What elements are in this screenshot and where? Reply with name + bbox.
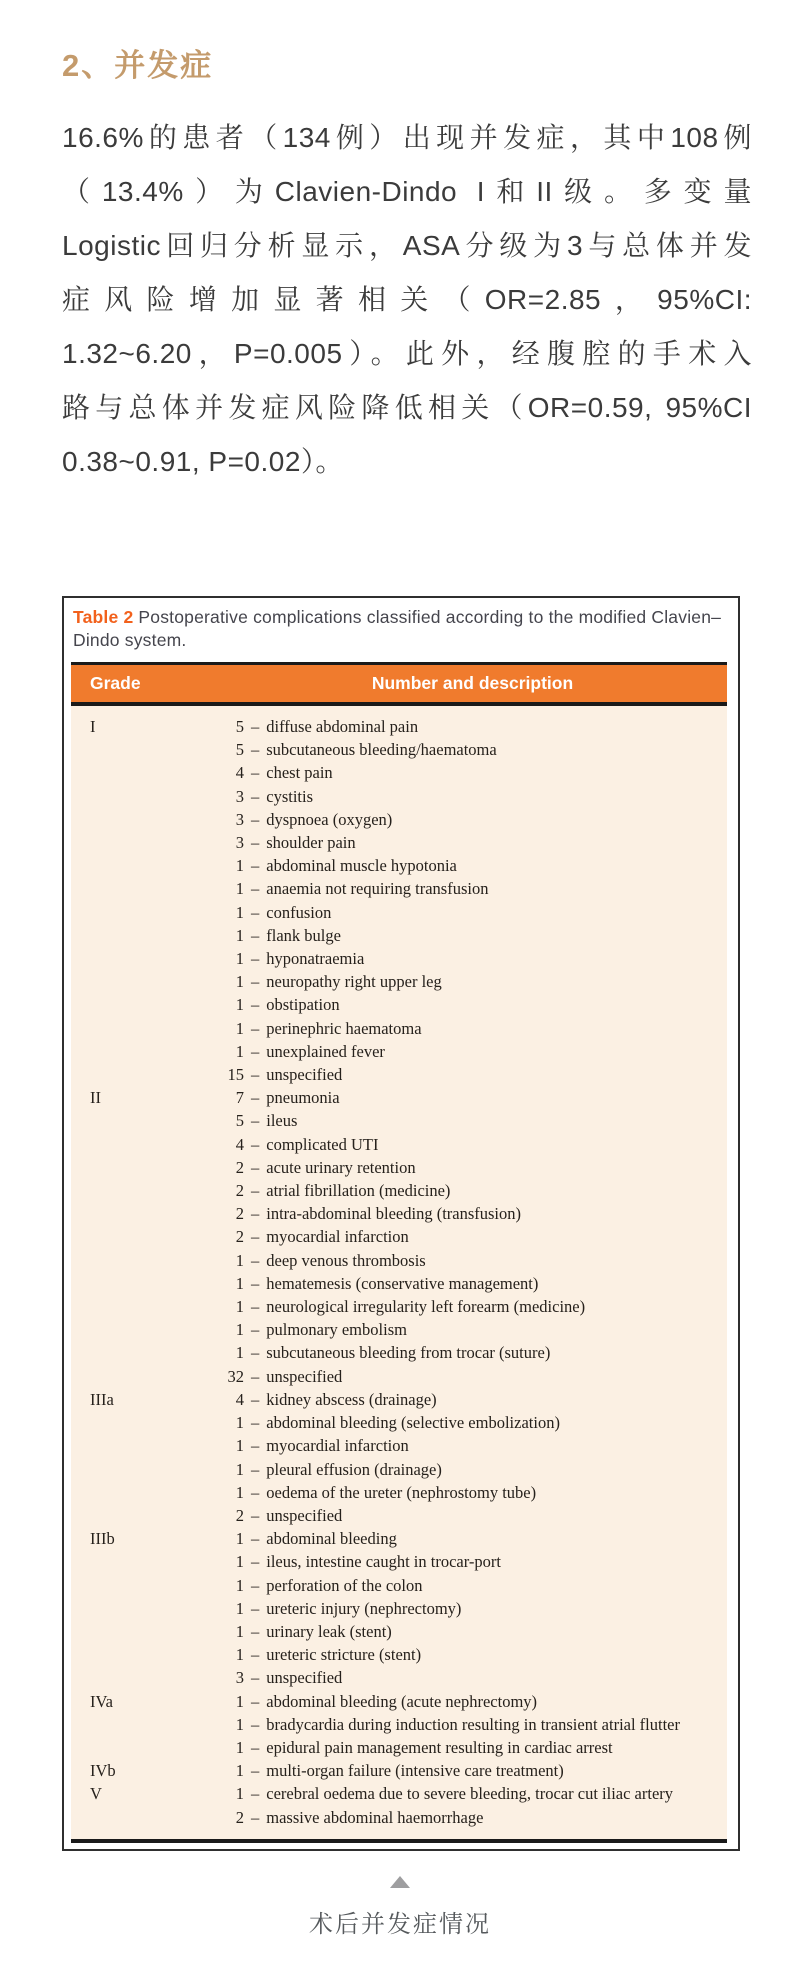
complication-item bbox=[218, 1620, 727, 1643]
item-separator: – bbox=[251, 1505, 260, 1525]
item-description: hyponatraemia bbox=[266, 949, 365, 969]
item-count: 1 bbox=[235, 1413, 244, 1433]
item-count: 1 bbox=[235, 1459, 244, 1479]
item-description: perinephric haematoma bbox=[266, 1018, 422, 1038]
table-row bbox=[71, 1759, 727, 1782]
paragraph-line: 症风险增加显著相关（OR=2.85，95%CI: bbox=[62, 284, 752, 315]
complication-item bbox=[218, 1040, 727, 1063]
complication-item bbox=[218, 1249, 727, 1272]
complication-item bbox=[218, 1481, 727, 1504]
item-count: 2 bbox=[235, 1181, 244, 1201]
grade-cell: I bbox=[90, 717, 96, 736]
item-description: dyspnoea (oxygen) bbox=[266, 809, 393, 829]
item-separator: – bbox=[251, 949, 260, 969]
item-count: 1 bbox=[235, 972, 244, 992]
item-count: 1 bbox=[235, 856, 244, 876]
column-header-description: Number and description bbox=[371, 673, 574, 693]
complication-item bbox=[218, 1341, 727, 1364]
item-separator: – bbox=[251, 1041, 260, 1061]
table-title-text: Postoperative complications classified according to the modified Clavien–Dindo system. bbox=[73, 607, 722, 650]
item-separator: – bbox=[251, 1088, 260, 1108]
item-separator: – bbox=[251, 1227, 260, 1247]
item-separator: – bbox=[251, 1111, 260, 1131]
item-description: unspecified bbox=[266, 1668, 343, 1688]
item-description: diffuse abdominal pain bbox=[266, 717, 419, 736]
items-cell bbox=[218, 1527, 727, 1689]
item-separator: – bbox=[251, 1575, 260, 1595]
complication-item bbox=[218, 1806, 727, 1829]
item-count: 1 bbox=[235, 1737, 244, 1757]
table-row bbox=[71, 1388, 727, 1527]
item-count: 1 bbox=[235, 925, 244, 945]
item-description: ureteric injury (nephrectomy) bbox=[266, 1598, 462, 1618]
item-description: chest pain bbox=[266, 763, 333, 783]
item-description: subcutaneous bleeding/haematoma bbox=[266, 740, 497, 760]
grade-cell: V bbox=[90, 1784, 102, 1804]
complication-item bbox=[218, 1295, 727, 1318]
item-separator: – bbox=[251, 1343, 260, 1363]
figure-caption: 术后并发症情况 bbox=[309, 1911, 491, 1938]
complication-item bbox=[218, 901, 727, 924]
item-description: complicated UTI bbox=[266, 1134, 379, 1154]
paragraph-line: 16.6%的患者（134例）出现并发症，其中108例 bbox=[62, 122, 752, 153]
complication-item bbox=[218, 808, 727, 831]
table-header-row bbox=[71, 662, 727, 706]
item-description: deep venous thrombosis bbox=[266, 1250, 426, 1270]
table-label: Table 2 bbox=[73, 607, 134, 627]
item-description: bradycardia during induction resulting in transient atrial flutter bbox=[266, 1714, 680, 1734]
item-description: neurological irregularity left forearm (medicine) bbox=[266, 1297, 586, 1317]
item-separator: – bbox=[251, 1413, 260, 1433]
item-description: cystitis bbox=[266, 786, 314, 806]
item-separator: – bbox=[251, 740, 260, 760]
complication-item bbox=[218, 1666, 727, 1689]
complication-item bbox=[218, 1318, 727, 1341]
complication-item bbox=[218, 1017, 727, 1040]
complication-item bbox=[218, 1133, 727, 1156]
item-count: 1 bbox=[235, 1343, 244, 1363]
item-separator: – bbox=[251, 1018, 260, 1038]
item-count: 1 bbox=[235, 902, 244, 922]
item-count: 1 bbox=[235, 1320, 244, 1340]
item-count: 1 bbox=[235, 1598, 244, 1618]
item-count: 1 bbox=[235, 1645, 244, 1665]
item-count: 2 bbox=[235, 1807, 244, 1827]
table-row bbox=[71, 1086, 727, 1388]
complication-item bbox=[218, 1527, 727, 1550]
item-description: subcutaneous bleeding from trocar (suture) bbox=[266, 1343, 551, 1363]
items-cell bbox=[218, 1388, 727, 1527]
paragraph-line: 1.32~6.20，P=0.005）。此外，经腹腔的手术入 bbox=[62, 338, 752, 369]
complication-item bbox=[218, 1597, 727, 1620]
item-count: 5 bbox=[235, 717, 244, 736]
item-count: 1 bbox=[235, 1436, 244, 1456]
complication-item bbox=[218, 1504, 727, 1527]
item-description: unspecified bbox=[266, 1366, 343, 1386]
item-count: 7 bbox=[235, 1088, 244, 1108]
item-separator: – bbox=[251, 1389, 260, 1409]
item-separator: – bbox=[251, 1784, 260, 1804]
item-description: atrial fibrillation (medicine) bbox=[266, 1181, 451, 1201]
item-description: perforation of the colon bbox=[266, 1575, 423, 1595]
complication-item bbox=[218, 1458, 727, 1481]
item-description: hematemesis (conservative management) bbox=[266, 1273, 539, 1293]
item-separator: – bbox=[251, 1552, 260, 1572]
complication-item bbox=[218, 1736, 727, 1759]
complication-item bbox=[218, 1156, 727, 1179]
item-description: neuropathy right upper leg bbox=[266, 972, 442, 992]
item-count: 3 bbox=[235, 1668, 244, 1688]
item-count: 1 bbox=[235, 1482, 244, 1502]
item-count: 2 bbox=[235, 1505, 244, 1525]
item-count: 2 bbox=[235, 1227, 244, 1247]
item-description: acute urinary retention bbox=[266, 1157, 416, 1177]
item-count: 3 bbox=[235, 833, 244, 853]
items-cell bbox=[218, 1690, 727, 1760]
item-description: multi-organ failure (intensive care treatment) bbox=[266, 1761, 564, 1781]
item-description: massive abdominal haemorrhage bbox=[266, 1807, 484, 1827]
item-count: 2 bbox=[235, 1157, 244, 1177]
item-separator: – bbox=[251, 1691, 260, 1711]
item-description: oedema of the ureter (nephrostomy tube) bbox=[266, 1482, 537, 1502]
item-separator: – bbox=[251, 1459, 260, 1479]
item-count: 4 bbox=[235, 763, 244, 783]
item-count: 5 bbox=[235, 1111, 244, 1131]
item-description: cerebral oedema due to severe bleeding, trocar cut iliac artery bbox=[266, 1784, 674, 1804]
complication-item bbox=[218, 715, 727, 738]
item-count: 1 bbox=[235, 1714, 244, 1734]
item-separator: – bbox=[251, 1181, 260, 1201]
item-count: 1 bbox=[235, 879, 244, 899]
item-count: 1 bbox=[235, 1784, 244, 1804]
item-description: unspecified bbox=[266, 1505, 343, 1525]
table-row bbox=[71, 1782, 727, 1828]
item-separator: – bbox=[251, 1320, 260, 1340]
complication-item bbox=[218, 1388, 727, 1411]
item-description: ureteric stricture (stent) bbox=[266, 1645, 422, 1665]
item-separator: – bbox=[251, 879, 260, 899]
item-description: ileus, intestine caught in trocar-port bbox=[266, 1552, 501, 1572]
item-description: abdominal bleeding (selective embolization) bbox=[266, 1413, 560, 1433]
item-separator: – bbox=[251, 1482, 260, 1502]
complication-item bbox=[218, 1063, 727, 1086]
items-cell bbox=[218, 1086, 727, 1388]
complication-item bbox=[218, 970, 727, 993]
complication-item bbox=[218, 1086, 727, 1109]
triangle-up-icon bbox=[390, 1876, 410, 1888]
complication-item bbox=[218, 924, 727, 947]
item-description: unspecified bbox=[266, 1065, 343, 1085]
item-separator: – bbox=[251, 1598, 260, 1618]
complication-item bbox=[218, 1643, 727, 1666]
item-separator: – bbox=[251, 1621, 260, 1641]
item-separator: – bbox=[251, 786, 260, 806]
complication-item bbox=[218, 1782, 727, 1805]
item-count: 1 bbox=[235, 1691, 244, 1711]
grade-cell: IIIa bbox=[90, 1389, 114, 1409]
item-count: 3 bbox=[235, 809, 244, 829]
table-body bbox=[71, 706, 727, 1843]
item-separator: – bbox=[251, 1297, 260, 1317]
column-header-grade: Grade bbox=[90, 673, 141, 693]
item-description: abdominal bleeding (acute nephrectomy) bbox=[266, 1691, 538, 1711]
item-description: myocardial infarction bbox=[266, 1436, 409, 1456]
item-count: 32 bbox=[227, 1366, 244, 1386]
complication-item bbox=[218, 738, 727, 761]
item-separator: – bbox=[251, 1807, 260, 1827]
item-count: 1 bbox=[235, 1297, 244, 1317]
grade-cell: IIIb bbox=[90, 1529, 115, 1549]
table-row bbox=[71, 715, 727, 1086]
complication-item bbox=[218, 1434, 727, 1457]
complication-item bbox=[218, 1202, 727, 1225]
item-separator: – bbox=[251, 1065, 260, 1085]
complication-item bbox=[218, 877, 727, 900]
table-title bbox=[71, 604, 727, 662]
grade-cell: IVb bbox=[90, 1761, 116, 1781]
item-description: flank bulge bbox=[266, 925, 341, 945]
item-separator: – bbox=[251, 856, 260, 876]
paragraph-line: （13.4%）为Clavien-Dindo I和II级。多变量 bbox=[62, 176, 752, 207]
item-description: obstipation bbox=[266, 995, 340, 1015]
paragraph-line: 0.38~0.91, P=0.02）。 bbox=[62, 446, 344, 477]
table-figure bbox=[62, 596, 740, 1851]
item-description: epidural pain management resulting in cardiac arrest bbox=[266, 1737, 613, 1757]
grade-cell: II bbox=[90, 1088, 101, 1108]
article-content bbox=[0, 0, 800, 489]
item-separator: – bbox=[251, 763, 260, 783]
item-count: 1 bbox=[235, 1552, 244, 1572]
complication-item bbox=[218, 1179, 727, 1202]
complication-item bbox=[218, 785, 727, 808]
table-row bbox=[71, 1527, 727, 1689]
item-separator: – bbox=[251, 1273, 260, 1293]
item-separator: – bbox=[251, 1436, 260, 1456]
item-count: 1 bbox=[235, 1250, 244, 1270]
item-count: 4 bbox=[235, 1134, 244, 1154]
item-separator: – bbox=[251, 1204, 260, 1224]
complication-item bbox=[218, 1759, 727, 1782]
item-separator: – bbox=[251, 925, 260, 945]
item-separator: – bbox=[251, 1645, 260, 1665]
item-separator: – bbox=[251, 902, 260, 922]
item-description: abdominal muscle hypotonia bbox=[266, 856, 457, 876]
complication-item bbox=[218, 1690, 727, 1713]
item-separator: – bbox=[251, 995, 260, 1015]
item-count: 1 bbox=[235, 1529, 244, 1549]
item-separator: – bbox=[251, 1737, 260, 1757]
item-count: 1 bbox=[235, 1575, 244, 1595]
section-heading: 2、并发症 bbox=[62, 48, 214, 83]
item-separator: – bbox=[251, 1250, 260, 1270]
item-description: myocardial infarction bbox=[266, 1227, 409, 1247]
complication-item bbox=[218, 1713, 727, 1736]
items-cell bbox=[218, 1759, 727, 1782]
item-separator: – bbox=[251, 1157, 260, 1177]
item-description: ileus bbox=[266, 1111, 298, 1131]
item-description: kidney abscess (drainage) bbox=[266, 1389, 437, 1409]
grade-cell: IVa bbox=[90, 1691, 113, 1711]
complication-item bbox=[218, 1411, 727, 1434]
item-separator: – bbox=[251, 1714, 260, 1734]
item-count: 2 bbox=[235, 1204, 244, 1224]
item-description: shoulder pain bbox=[266, 833, 356, 853]
item-count: 3 bbox=[235, 786, 244, 806]
item-count: 4 bbox=[235, 1389, 244, 1409]
item-description: confusion bbox=[266, 902, 332, 922]
item-separator: – bbox=[251, 972, 260, 992]
complication-item bbox=[218, 1109, 727, 1132]
complication-item bbox=[218, 1365, 727, 1388]
item-count: 1 bbox=[235, 1018, 244, 1038]
complication-item bbox=[218, 854, 727, 877]
item-separator: – bbox=[251, 717, 260, 736]
item-description: intra-abdominal bleeding (transfusion) bbox=[266, 1204, 522, 1224]
item-separator: – bbox=[251, 1134, 260, 1154]
item-count: 1 bbox=[235, 1273, 244, 1293]
item-separator: – bbox=[251, 1529, 260, 1549]
item-count: 15 bbox=[227, 1065, 244, 1085]
item-description: urinary leak (stent) bbox=[266, 1621, 392, 1641]
item-separator: – bbox=[251, 809, 260, 829]
item-count: 1 bbox=[235, 1621, 244, 1641]
item-count: 1 bbox=[235, 995, 244, 1015]
item-count: 1 bbox=[235, 949, 244, 969]
paragraph bbox=[62, 111, 752, 489]
complication-item bbox=[218, 1574, 727, 1597]
complication-item bbox=[218, 1550, 727, 1573]
item-description: unexplained fever bbox=[266, 1041, 385, 1061]
paragraph-line: Logistic回归分析显示，ASA分级为3与总体并发 bbox=[62, 230, 752, 261]
item-count: 5 bbox=[235, 740, 244, 760]
paragraph-line: 路与总体并发症风险降低相关（OR=0.59, 95%CI bbox=[62, 392, 752, 423]
item-separator: – bbox=[251, 1668, 260, 1688]
item-separator: – bbox=[251, 1761, 260, 1781]
item-separator: – bbox=[251, 1366, 260, 1386]
complication-item bbox=[218, 761, 727, 784]
item-description: pleural effusion (drainage) bbox=[266, 1459, 442, 1479]
table-row bbox=[71, 1690, 727, 1760]
complication-item bbox=[218, 1272, 727, 1295]
items-cell bbox=[218, 715, 727, 1086]
item-description: pneumonia bbox=[266, 1088, 340, 1108]
complication-item bbox=[218, 1225, 727, 1248]
figure-caption-block bbox=[0, 1876, 800, 1939]
item-description: pulmonary embolism bbox=[266, 1320, 407, 1340]
item-count: 1 bbox=[235, 1761, 244, 1781]
items-cell bbox=[218, 1782, 727, 1828]
item-separator: – bbox=[251, 833, 260, 853]
item-count: 1 bbox=[235, 1041, 244, 1061]
item-description: abdominal bleeding bbox=[266, 1529, 397, 1549]
complication-item bbox=[218, 831, 727, 854]
complication-item bbox=[218, 993, 727, 1016]
complication-item bbox=[218, 947, 727, 970]
item-description: anaemia not requiring transfusion bbox=[266, 879, 489, 899]
